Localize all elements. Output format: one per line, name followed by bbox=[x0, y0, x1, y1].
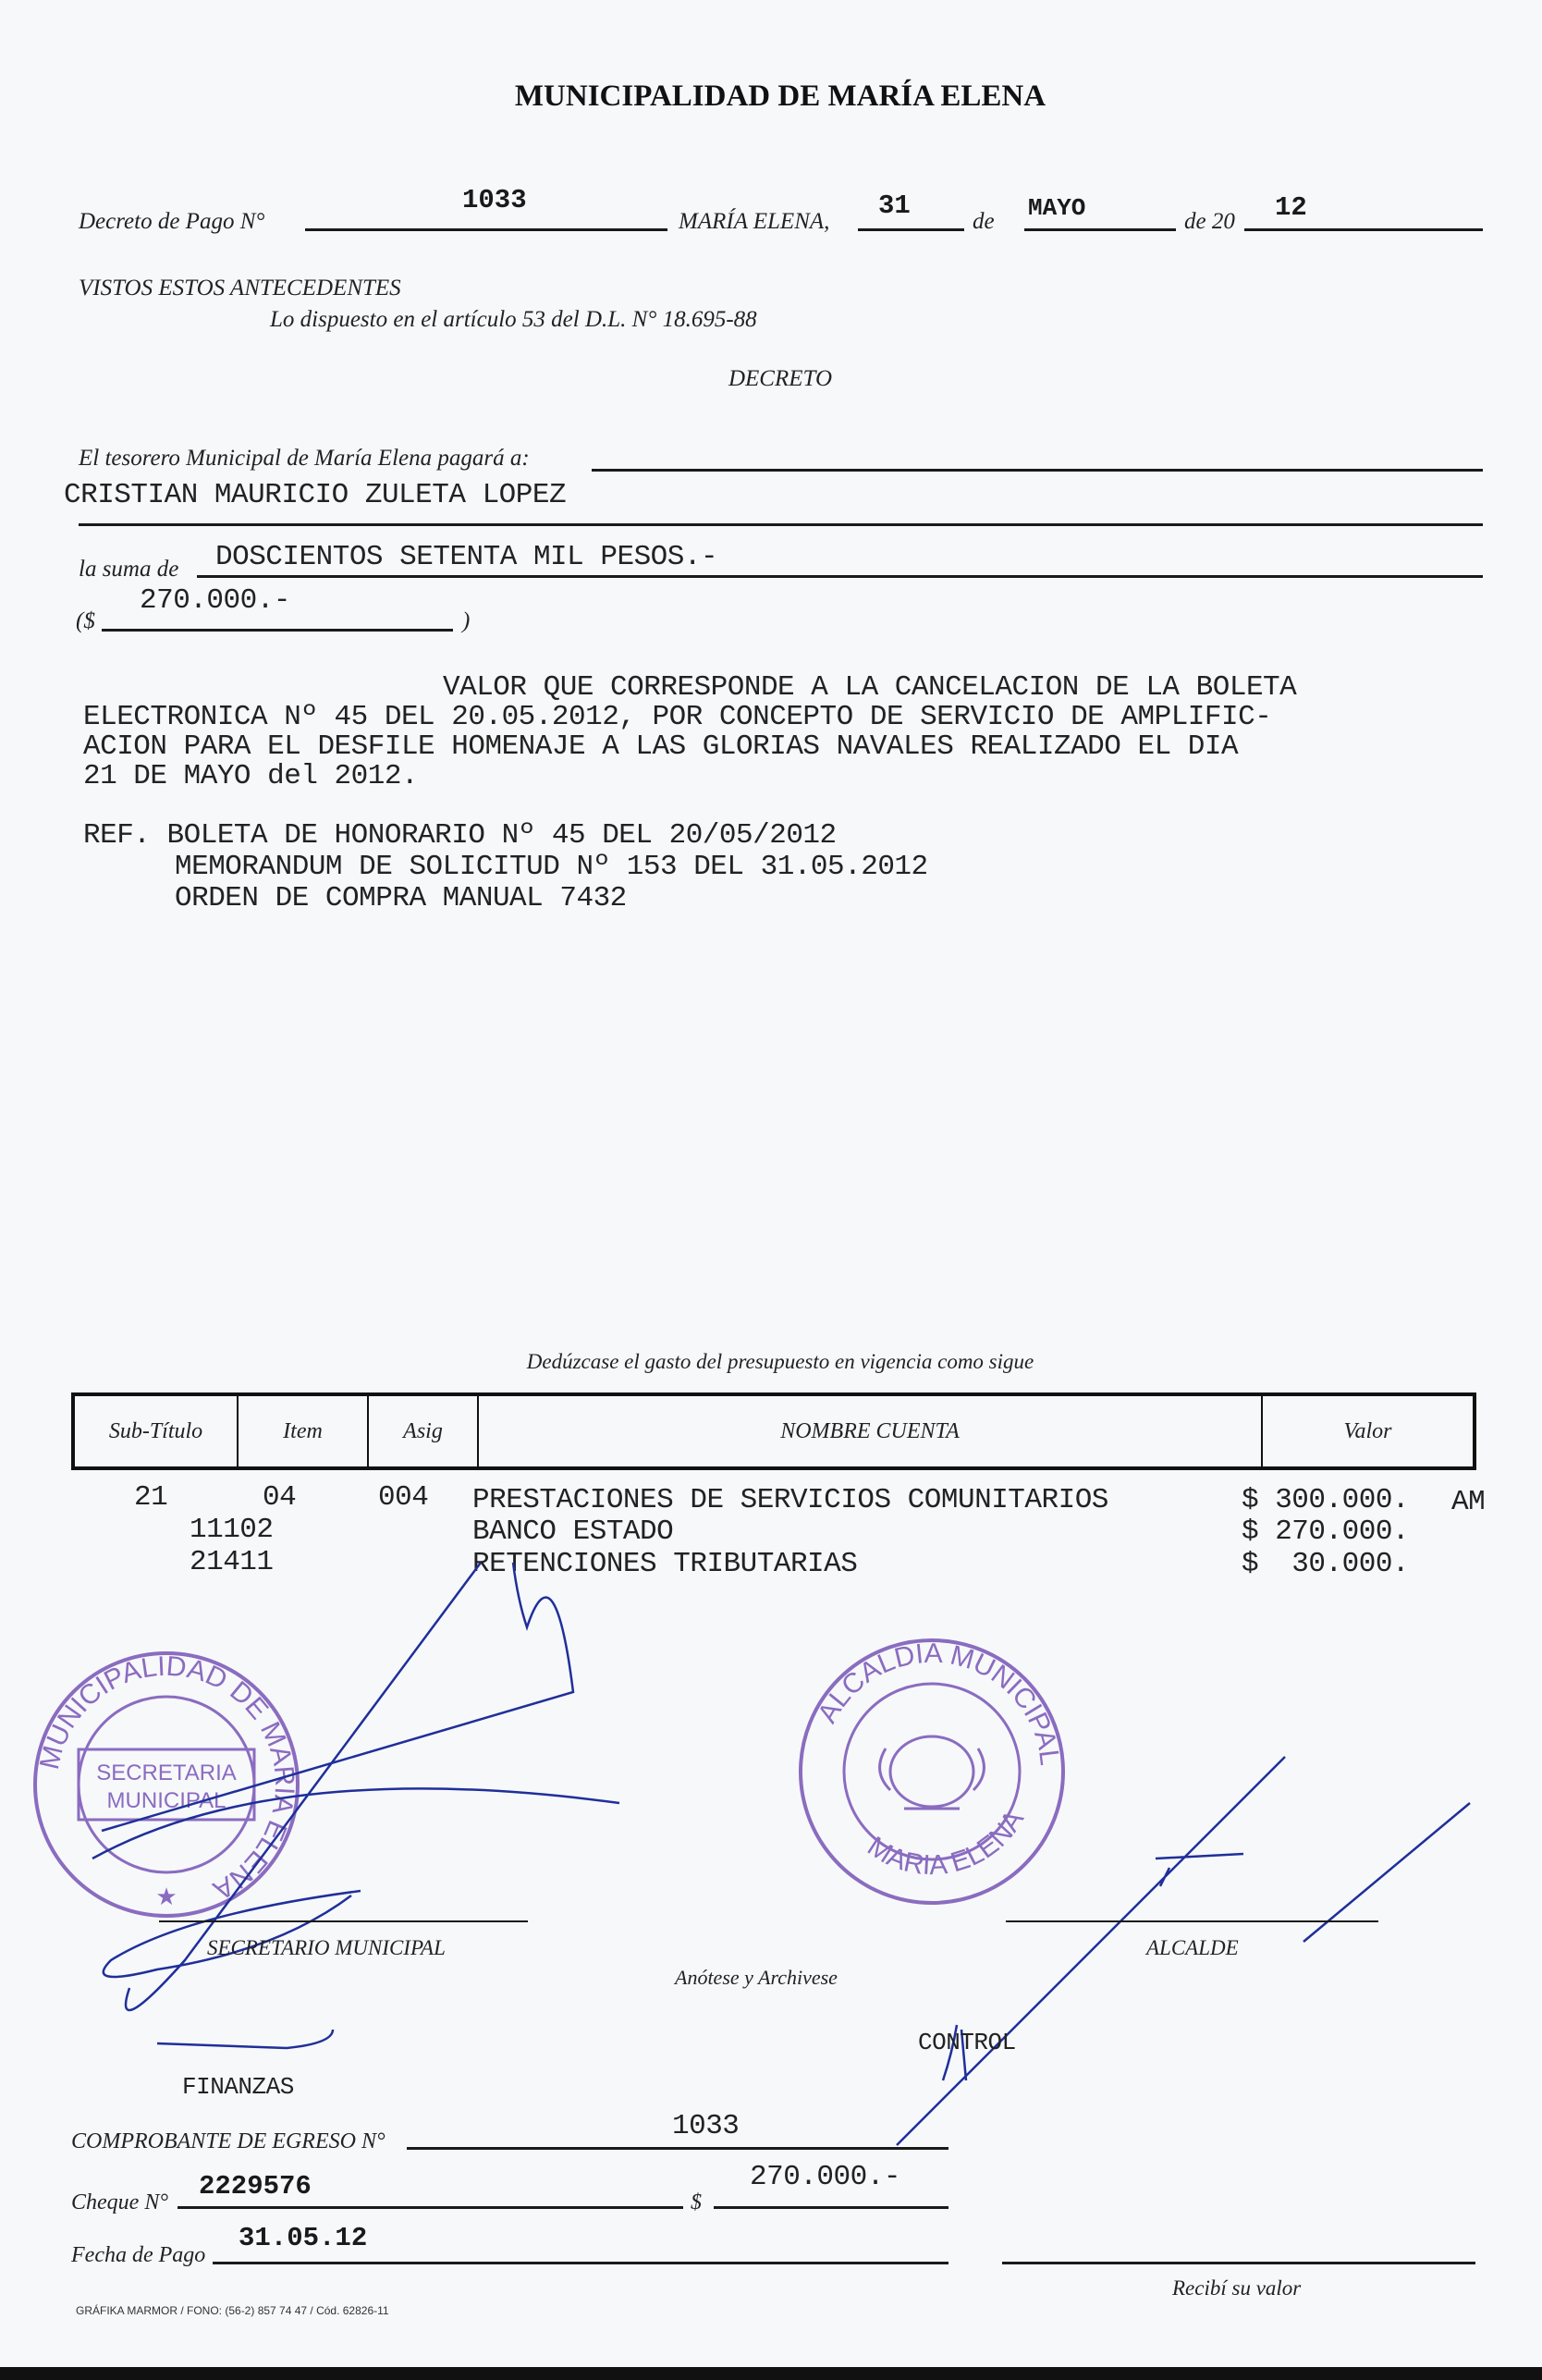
fecha-line bbox=[213, 2262, 948, 2264]
decreto-day: 31 bbox=[878, 190, 911, 221]
recibi-signature-line bbox=[1002, 2262, 1475, 2264]
budget-header-row bbox=[73, 1394, 1475, 1468]
payee-name-line bbox=[79, 523, 1483, 526]
sum-line bbox=[197, 575, 1483, 578]
amount-suffix: ) bbox=[462, 608, 471, 633]
secretario-label: SECRETARIO MUNICIPAL bbox=[207, 1936, 446, 1959]
header-item: Item bbox=[238, 1394, 368, 1468]
vistos-text: Lo dispuesto en el artículo 53 del D.L. N° 18.695-88 bbox=[270, 307, 757, 332]
row-cuenta: RETENCIONES TRIBUTARIAS bbox=[472, 1548, 858, 1580]
de-label: de bbox=[973, 209, 995, 234]
stamp-bottom-text: MARIA ELENA bbox=[862, 1805, 1031, 1882]
payee-line bbox=[592, 469, 1483, 472]
sum-words: DOSCIENTOS SETENTA MIL PESOS.- bbox=[215, 541, 718, 573]
decreto-label: Decreto de Pago N° bbox=[79, 209, 265, 234]
fecha-label: Fecha de Pago bbox=[71, 2243, 206, 2267]
year-label: de 20 bbox=[1184, 209, 1235, 234]
row-valor: $ 270.000. bbox=[1242, 1515, 1410, 1548]
day-line bbox=[858, 228, 964, 231]
row-valor: $ 300.000. bbox=[1242, 1484, 1410, 1516]
decreto-number: 1033 bbox=[462, 185, 527, 215]
row-asig: 004 bbox=[378, 1481, 429, 1514]
row-subtitulo: 21411 bbox=[190, 1546, 274, 1578]
finanzas-signature bbox=[104, 1891, 361, 2048]
description-line: VALOR QUE CORRESPONDE A LA CANCELACION DE LA BOLETA bbox=[443, 671, 1297, 704]
month-line bbox=[1024, 228, 1176, 231]
reference-line: MEMORANDUM DE SOLICITUD Nº 153 DEL 31.05.2012 bbox=[175, 851, 928, 883]
amount-value: 270.000.- bbox=[140, 584, 290, 617]
secretario-signature-line bbox=[159, 1920, 528, 1922]
payee-name: CRISTIAN MAURICIO ZULETA LOPEZ bbox=[64, 479, 567, 511]
header-subtitulo: Sub-Título bbox=[73, 1394, 238, 1468]
stamp-inner-text: SECRETARIA bbox=[96, 1760, 237, 1785]
cheque-amount-line bbox=[714, 2206, 948, 2209]
sum-label: la suma de bbox=[79, 557, 179, 582]
comprobante-label: COMPROBANTE DE EGRESO N° bbox=[71, 2129, 386, 2153]
row-item: 04 bbox=[263, 1481, 297, 1514]
row-cuenta: BANCO ESTADO bbox=[472, 1515, 674, 1548]
cheque-amount: 270.000.- bbox=[750, 2161, 900, 2193]
payee-label: El tesorero Municipal de María Elena pagará a: bbox=[79, 446, 530, 471]
printer-footer: GRÁFIKA MARMOR / FONO: (56-2) 857 74 47 / Cód. 62826-11 bbox=[76, 2304, 389, 2317]
alcalde-signature-line bbox=[1006, 1920, 1378, 1922]
decreto-number-line bbox=[305, 228, 667, 231]
place-label: MARÍA ELENA, bbox=[679, 209, 830, 234]
header-asig: Asig bbox=[368, 1394, 478, 1468]
alcalde-label: ALCALDE bbox=[1146, 1936, 1239, 1959]
header-valor: Valor bbox=[1262, 1394, 1475, 1468]
dollar-label: $ bbox=[691, 2190, 702, 2214]
cheque-label: Cheque N° bbox=[71, 2190, 168, 2214]
fecha-value: 31.05.12 bbox=[239, 2223, 368, 2253]
reference-line: ORDEN DE COMPRA MANUAL 7432 bbox=[175, 882, 627, 914]
cheque-line bbox=[177, 2206, 683, 2209]
vistos-heading: VISTOS ESTOS ANTECEDENTES bbox=[79, 276, 401, 301]
stamp-outer-text: ALCALDIA MUNICIPAL bbox=[812, 1638, 1065, 1768]
anotese-label: Anótese y Archivese bbox=[675, 1966, 838, 1989]
decreto-heading: DECRETO bbox=[728, 366, 833, 391]
budget-caption: Dedúzcase el gasto del presupuesto en vigencia como sigue bbox=[526, 1350, 1034, 1373]
recibi-label: Recibí su valor bbox=[1172, 2276, 1302, 2300]
amount-line bbox=[102, 629, 453, 632]
row-subtitulo: 11102 bbox=[190, 1514, 274, 1546]
decreto-month: MAYO bbox=[1028, 194, 1086, 222]
decreto-year: 12 bbox=[1275, 192, 1307, 223]
amount-prefix: ($ bbox=[76, 608, 95, 633]
scan-edge bbox=[0, 2367, 1542, 2380]
control-label: CONTROL bbox=[918, 2029, 1016, 2056]
row-note: AM bbox=[1451, 1486, 1486, 1518]
row-cuenta: PRESTACIONES DE SERVICIOS COMUNITARIOS bbox=[472, 1484, 1108, 1516]
finanzas-label: FINANZAS bbox=[182, 2073, 294, 2101]
document-title: MUNICIPALIDAD DE MARÍA ELENA bbox=[514, 80, 1046, 113]
year-line bbox=[1244, 228, 1483, 231]
description-line: ELECTRONICA Nº 45 DEL 20.05.2012, POR CONCEPTO DE SERVICIO DE AMPLIFIC- bbox=[83, 701, 1272, 733]
description-line: 21 DE MAYO del 2012. bbox=[83, 760, 419, 792]
header-nombre-cuenta: NOMBRE CUENTA bbox=[478, 1394, 1262, 1468]
cheque-number: 2229576 bbox=[199, 2171, 312, 2202]
comprobante-number: 1033 bbox=[672, 2110, 740, 2142]
comprobante-line bbox=[407, 2147, 948, 2150]
row-subtitulo: 21 bbox=[134, 1481, 168, 1514]
svg-text:MUNICIPAL: MUNICIPAL bbox=[106, 1788, 226, 1813]
budget-table bbox=[71, 1392, 1476, 1470]
star-icon: ★ bbox=[155, 1883, 177, 1910]
stamp-outer-text: MUNICIPALIDAD DE MARIA ELENA bbox=[33, 1650, 300, 1906]
reference-line: REF. BOLETA DE HONORARIO Nº 45 DEL 20/05/2012 bbox=[83, 819, 837, 852]
row-valor: $ 30.000. bbox=[1242, 1548, 1410, 1580]
description-line: ACION PARA EL DESFILE HOMENAJE A LAS GLORIAS NAVALES REALIZADO EL DIA bbox=[83, 730, 1239, 763]
